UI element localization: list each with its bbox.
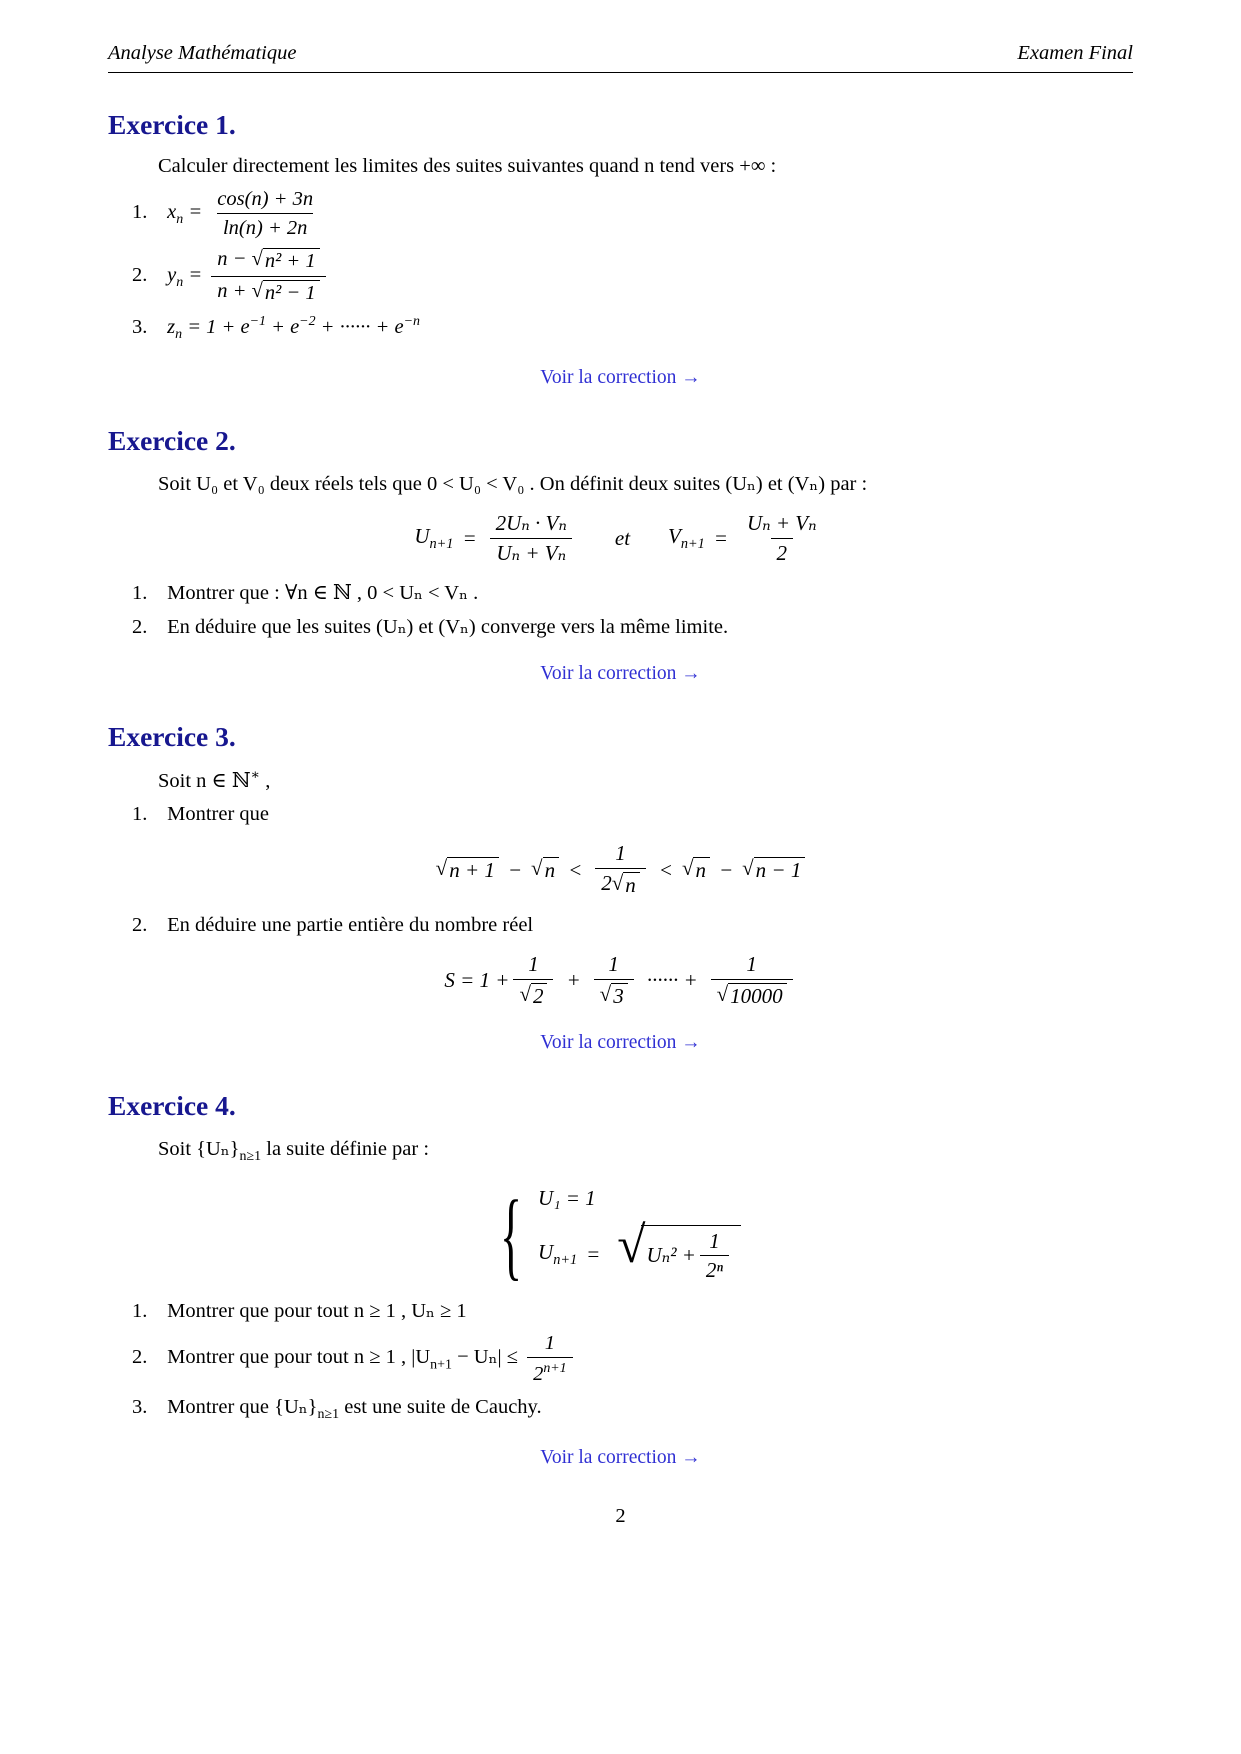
item-number: 3. [132, 315, 148, 338]
subscript: n [176, 212, 184, 228]
fraction [513, 953, 553, 1009]
fraction-denominator [711, 979, 793, 1009]
fraction-numerator: 1 [544, 1331, 555, 1354]
item-number: 1. [132, 1299, 148, 1322]
fraction [527, 1332, 573, 1385]
variable: x [167, 201, 177, 224]
sqrt-radical [252, 280, 320, 305]
superscript: ∗ [250, 768, 261, 784]
fraction-denominator [211, 276, 325, 305]
ex2-correction-link[interactable]: Voir la correction → [540, 663, 701, 685]
variable: V [668, 523, 681, 548]
sqrt-radical [612, 872, 640, 898]
fraction-numerator: 1 [746, 951, 757, 976]
subscript: n+1 [553, 1251, 578, 1268]
operator: − [507, 857, 523, 882]
math-expression [167, 248, 330, 305]
fraction-denominator: Uₙ + Vₙ [490, 538, 572, 565]
item-text: est une suite de Cauchy. [339, 1395, 542, 1418]
ex4-correction-link[interactable]: Voir la correction → [540, 1447, 701, 1469]
subscript: n+1 [680, 535, 705, 552]
subscript: n [176, 275, 184, 291]
fraction [700, 1230, 729, 1282]
radicand-prefix: √ Uₙ² + [646, 1243, 696, 1268]
ex1-correction-link[interactable]: Voir la correction → [540, 367, 701, 389]
fraction-numerator: 1 [709, 1228, 720, 1253]
operator: + [566, 968, 581, 993]
exercice-4-intro [108, 1136, 1133, 1165]
exercice-3-title: Exercice 3. [108, 721, 236, 753]
ex4-system [108, 1179, 1133, 1290]
relation: = [462, 525, 477, 550]
ex4-item-2 [132, 1332, 1133, 1385]
superscript: n+1 [543, 1361, 567, 1377]
superscript: −n [403, 314, 420, 330]
variable: z [167, 315, 176, 338]
ex2-correction-linkrow [108, 663, 1133, 685]
ex3-display-sum [108, 953, 1133, 1009]
item-text: Montrer que [167, 803, 270, 826]
sqrt-radicand: √ 2 [531, 983, 548, 1009]
sqrt-radicand: √ n − 1 [754, 857, 806, 883]
fraction [211, 248, 325, 305]
sqrt-radicand: √ 10000 [728, 983, 787, 1009]
header-course-title: Analyse Mathématique [108, 42, 297, 64]
subscript: n+1 [429, 535, 454, 552]
item-number: 1. [132, 803, 148, 826]
variable: U [414, 523, 430, 548]
fraction-denominator: 2 [771, 538, 794, 565]
sqrt-radical [600, 983, 628, 1009]
section-exercice-2 [108, 425, 1133, 685]
math-lhs [414, 524, 453, 553]
item-number: 1. [132, 582, 148, 605]
sqrt-radicand: √ n [623, 872, 640, 898]
math-text: + e [265, 315, 300, 338]
ellipsis-operator: ······ + [646, 968, 698, 993]
item-number: 2. [132, 913, 148, 936]
sqrt-radicand: √ n [693, 857, 710, 883]
item-number: 1. [132, 201, 148, 224]
variable: U [538, 1239, 554, 1264]
fraction-numerator: cos(n) + 3n [217, 188, 314, 210]
relation: = [713, 525, 728, 550]
intro-text: la suite définie par : [261, 1138, 430, 1161]
intro-text: Soit n ∈ ℕ [158, 770, 251, 793]
item-text: Montrer que {Uₙ} [167, 1395, 318, 1418]
item-text: Montrer que pour tout n ≥ 1 , |U [167, 1346, 431, 1369]
subscript: n+1 [430, 1357, 452, 1373]
fraction-numerator [211, 248, 325, 276]
intro-text: , [260, 770, 271, 793]
variable: y [167, 264, 177, 287]
fraction-numerator: 1 [608, 951, 619, 976]
relation: = [586, 1241, 601, 1266]
fraction [211, 188, 319, 239]
math-expression [167, 188, 323, 240]
sqrt-radicand: √ 3 [611, 983, 628, 1009]
ex2-item-1 [132, 580, 1133, 605]
item-number: 2. [132, 1346, 148, 1369]
ex1-item-2 [132, 248, 1133, 305]
page-number: 2 [615, 1505, 626, 1528]
relation: < [568, 857, 583, 882]
fraction [490, 512, 573, 564]
ex3-item-2 [132, 914, 1133, 937]
item-text: En déduire que les suites (Uₙ) et (Vₙ) converge vers la même limite. [167, 616, 729, 639]
item-text: En déduire une partie entière du nombre réel [167, 913, 534, 936]
ex3-display-inequality [108, 842, 1133, 898]
intro-text: Soit {Uₙ} [158, 1138, 240, 1161]
ex1-item-3 [132, 314, 1133, 343]
system-line-1: U₁ = 1 [538, 1185, 596, 1210]
math-lhs: S = 1 + [444, 968, 510, 993]
superscript: −2 [299, 314, 316, 330]
exercice-2-intro: Soit U₀ et V₀ deux réels tels que 0 < U₀ < V₀ . On définit deux suites (Uₙ) et (Vₙ) par : [158, 473, 868, 496]
math-lhs [668, 524, 705, 553]
system-left-brace: { [499, 1179, 523, 1290]
fraction [594, 953, 634, 1009]
sqrt-radicand: √ n² − 1 [263, 280, 320, 305]
math-text: + ······ + e [315, 315, 404, 338]
sqrt-radicand [641, 1225, 742, 1284]
sqrt-radicand: √ n² + 1 [263, 248, 320, 273]
fraction-numerator: 1 [615, 841, 626, 866]
relation: < [658, 857, 673, 882]
item-number: 2. [132, 616, 148, 639]
fraction [595, 842, 646, 898]
sqrt-radicand: √ n + 1 [447, 857, 499, 883]
subscript: n [175, 327, 183, 343]
ex3-item-1 [132, 803, 1133, 826]
ex4-item-1 [132, 1298, 1133, 1323]
fraction-denominator [594, 979, 634, 1009]
fraction-denominator [527, 1357, 573, 1385]
sqrt-radical [531, 857, 559, 883]
exercice-2-title: Exercice 2. [108, 425, 236, 457]
sqrt-radical [742, 857, 805, 883]
fraction-numerator: 2Uₙ · Vₙ [495, 511, 567, 536]
fraction-denominator: ln(n) + 2n [217, 213, 313, 239]
item-text: Montrer que : ∀n ∈ ℕ , 0 < Uₙ < Vₙ . [167, 582, 479, 605]
sqrt-radicand: √ n [543, 857, 560, 883]
ex4-correction-linkrow [108, 1447, 1133, 1469]
ex1-correction-linkrow [108, 367, 1133, 389]
ex2-display-equation [108, 512, 1133, 564]
denominator-prefix: n + [217, 280, 247, 303]
exercice-4-title: Exercice 4. [108, 1090, 236, 1122]
superscript: −1 [249, 314, 266, 330]
item-text: − Uₙ| ≤ [451, 1346, 524, 1369]
fraction-denominator [595, 868, 646, 898]
math-lhs [538, 1240, 577, 1269]
exercice-1-title: Exercice 1. [108, 109, 236, 140]
exercice-1-intro: Calculer directement les limites des suites suivantes quand n tend vers +∞ : [158, 155, 777, 177]
page-header [108, 42, 1133, 73]
section-exercice-4 [108, 1090, 1133, 1469]
ex3-correction-linkrow [108, 1032, 1133, 1054]
sqrt-radical [519, 983, 547, 1009]
connector-word: et [614, 525, 631, 550]
fraction [741, 512, 823, 564]
math-expression [167, 314, 420, 343]
denominator-prefix: 2 [601, 870, 612, 895]
fraction-numerator: 1 [528, 951, 539, 976]
numerator-prefix: n − [217, 248, 247, 271]
header-exam-title: Examen Final [1017, 42, 1133, 64]
ex1-item-1 [132, 188, 1133, 239]
subscript: n≥1 [239, 1149, 262, 1165]
ex2-item-2 [132, 614, 1133, 639]
item-number: 3. [132, 1395, 148, 1418]
ex3-correction-link[interactable]: Voir la correction → [540, 1032, 701, 1054]
sqrt-radical [717, 983, 787, 1009]
section-exercice-1 [108, 109, 1133, 389]
relation: = [188, 201, 203, 224]
fraction [711, 953, 793, 1009]
fraction-numerator: Uₙ + Vₙ [746, 511, 817, 536]
relation: = [188, 264, 203, 287]
ex4-item-3 [132, 1394, 1133, 1423]
sqrt-radical [617, 1225, 741, 1284]
fraction-denominator: 2ⁿ [700, 1255, 729, 1282]
sqrt-radical [252, 248, 320, 273]
math-text: = 1 + e [182, 315, 250, 338]
sqrt-radical [436, 857, 499, 883]
system-lines [538, 1186, 741, 1284]
exercice-3-intro [108, 767, 1133, 793]
operator: − [718, 857, 734, 882]
subscript: n≥1 [317, 1407, 340, 1423]
sqrt-radical [682, 857, 710, 883]
section-exercice-3 [108, 721, 1133, 1054]
fraction-denominator [513, 979, 553, 1009]
system-line-2 [538, 1225, 741, 1284]
denominator-base: 2 [533, 1362, 544, 1385]
item-number: 2. [132, 264, 148, 287]
item-text: Montrer que pour tout n ≥ 1 , Uₙ ≥ 1 [167, 1299, 467, 1322]
